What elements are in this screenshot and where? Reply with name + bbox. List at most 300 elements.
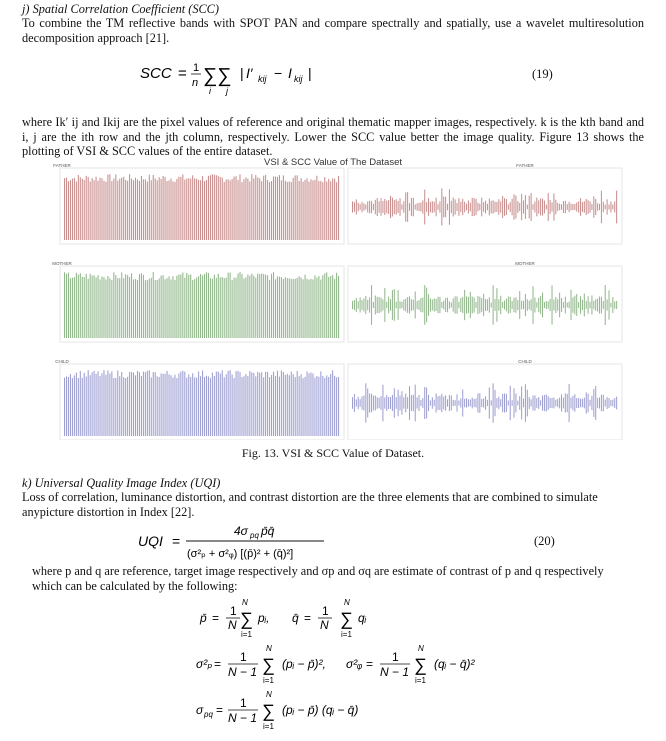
chart-bar (436, 299, 437, 311)
chart-bar (174, 182, 175, 240)
chart-bar (595, 386, 596, 420)
chart-bar (415, 385, 416, 422)
chart-bar (401, 302, 402, 308)
chart-bar (479, 297, 480, 314)
chart-bar (310, 279, 311, 338)
chart-bar (610, 201, 611, 212)
chart-bar (196, 378, 197, 436)
chart-bar (306, 178, 307, 240)
chart-bar (553, 398, 554, 409)
chart-bar (117, 181, 118, 240)
chart-panel-6 (348, 359, 622, 440)
chart-bar (109, 373, 110, 436)
chart-bar (580, 198, 581, 216)
chart-bar (305, 275, 306, 338)
chart-bar (563, 201, 564, 213)
chart-bar (172, 181, 173, 240)
chart-bar (434, 202, 435, 213)
chart-bar (531, 399, 532, 406)
chart-bar (255, 376, 256, 436)
chart-bar (582, 399, 583, 407)
chart-bar (572, 396, 573, 410)
chart-bar (379, 201, 380, 212)
chart-bar (527, 299, 528, 311)
chart-bar (599, 296, 600, 313)
chart-bar (170, 375, 171, 436)
chart-bar (525, 294, 526, 316)
chart-bar (255, 278, 256, 338)
chart-bar (306, 279, 307, 338)
chart-bar (324, 378, 325, 436)
chart-bar (460, 398, 461, 407)
chart-bar (263, 377, 264, 436)
chart-bar (206, 180, 207, 240)
chart-bar (498, 397, 499, 410)
chart-bar (538, 397, 539, 409)
svg-text:(pᵢ − p̄) (qᵢ − q̄): (pᵢ − p̄) (qᵢ − q̄) (282, 703, 359, 717)
chart-bar (155, 280, 156, 338)
chart-bar (443, 301, 444, 310)
chart-bar (470, 292, 471, 318)
chart-bar (247, 179, 248, 240)
chart-bar (555, 200, 556, 215)
chart-bar (285, 277, 286, 338)
chart-bar (409, 203, 410, 211)
chart-bar (481, 198, 482, 217)
chart-bar (512, 301, 513, 309)
svg-text:−: − (274, 65, 283, 81)
chart-bar (445, 298, 446, 312)
chart-bar (375, 296, 376, 315)
chart-bar (496, 288, 497, 322)
chart-bar (434, 400, 435, 406)
chart-bar (523, 399, 524, 408)
chart-bar (582, 300, 583, 310)
chart-bar (117, 371, 118, 436)
chart-bar (299, 181, 300, 240)
chart-bar (519, 291, 520, 319)
chart-bar (234, 177, 235, 240)
chart-bar (599, 397, 600, 408)
chart-bar (305, 180, 306, 240)
chart-bar (303, 182, 304, 240)
chart-bar (141, 273, 142, 338)
chart-bar (90, 274, 91, 338)
chart-bar (546, 395, 547, 412)
chart-bar (99, 178, 100, 240)
chart-bar (400, 301, 401, 309)
chart-bar (96, 177, 97, 240)
chart-bar (572, 297, 573, 312)
chart-bar (515, 394, 516, 413)
chart-bar (609, 290, 610, 319)
chart-bar (555, 297, 556, 313)
chart-bar (224, 377, 225, 436)
chart-bar (576, 294, 577, 316)
chart-bar (470, 203, 471, 212)
chart-bar (155, 372, 156, 436)
chart-bar (316, 278, 317, 338)
chart-bar (369, 297, 370, 312)
chart-bar (273, 272, 274, 338)
chart-bar (145, 280, 146, 338)
chart-bar (409, 386, 410, 420)
chart-bar (365, 204, 366, 209)
chart-bar (269, 182, 270, 240)
chart-bar (491, 201, 492, 213)
chart-bar (460, 298, 461, 312)
chart-bar (379, 297, 380, 313)
chart-bar (567, 303, 568, 308)
chart-bar (143, 179, 144, 240)
chart-panel-4 (348, 261, 622, 342)
chart-bar (400, 395, 401, 410)
chart-bar (194, 179, 195, 240)
chart-bar (419, 203, 420, 211)
svg-text:qᵢ: qᵢ (358, 611, 367, 625)
chart-bar (129, 277, 130, 338)
chart-bar (555, 400, 556, 406)
chart-bar (236, 176, 237, 240)
chart-panel-label: FATHER (516, 163, 534, 168)
chart-bar (159, 278, 160, 338)
chart-bar (426, 202, 427, 212)
chart-bar (550, 299, 551, 311)
chart-bar (92, 276, 93, 338)
chart-bar (413, 198, 414, 217)
chart-bar (487, 299, 488, 310)
chart-bar (86, 377, 87, 436)
chart-bar (500, 296, 501, 315)
chart-bar (165, 279, 166, 338)
chart-bar (305, 377, 306, 436)
chart-bar (76, 373, 77, 436)
chart-bar (519, 396, 520, 410)
chart-bar (137, 180, 138, 241)
chart-bar (468, 399, 469, 406)
chart-bar (415, 204, 416, 209)
chart-bar (536, 398, 537, 408)
chart-bar (96, 277, 97, 338)
chart-bar (510, 202, 511, 212)
chart-bar (200, 274, 201, 338)
chart-bar (377, 297, 378, 313)
chart-bar (135, 375, 136, 436)
chart-bar (388, 297, 389, 313)
chart-bar (312, 279, 313, 338)
chart-bar (98, 181, 99, 240)
chart-bar (330, 181, 331, 240)
chart-bar (386, 201, 387, 214)
chart-bar (405, 394, 406, 413)
chart-bar (358, 203, 359, 212)
chart-bar (141, 176, 142, 240)
chart-bar (432, 397, 433, 409)
chart-bar (153, 175, 154, 240)
chart-bar (285, 181, 286, 240)
chart-panel-label: MOTHER (515, 261, 535, 266)
chart-bar (396, 302, 397, 309)
chart-bar (267, 180, 268, 240)
chart-bar (115, 174, 116, 240)
chart-bar (559, 398, 560, 409)
chart-bar (612, 297, 613, 313)
chart-bar (483, 294, 484, 316)
chart-bar (76, 273, 77, 338)
chart-bar (251, 372, 252, 436)
chart-bar (105, 279, 106, 338)
chart-bar (113, 272, 114, 338)
chart-bar (230, 272, 231, 338)
chart-bar (571, 204, 572, 211)
chart-bar (101, 373, 102, 436)
svg-text:I′: I′ (246, 65, 253, 81)
chart-bar (451, 201, 452, 213)
chart-bar (241, 182, 242, 240)
chart-bar (273, 176, 274, 240)
chart-bar (614, 398, 615, 408)
chart-bar (326, 182, 327, 241)
chart-bar (303, 279, 304, 338)
chart-bar (591, 204, 592, 210)
chart-bar (464, 202, 465, 213)
chart-bar (489, 199, 490, 216)
chart-bar (281, 180, 282, 240)
chart-bar (188, 374, 189, 436)
chart-bar (66, 178, 67, 240)
chart-bar (328, 377, 329, 436)
chart-bar (261, 181, 262, 240)
chart-bar (151, 180, 152, 240)
chart-bar (419, 395, 420, 411)
chart-bar (265, 275, 266, 338)
scc-equation-svg (140, 58, 340, 98)
chart-bar (224, 182, 225, 240)
chart-bar (184, 278, 185, 338)
chart-bar (330, 276, 331, 338)
chart-bar (99, 279, 100, 338)
section-j-intro: To combine the TM reflective bands with SPOT PAN and compare spectrally and spatially, use a wavelet multiresolution decomposition approach [21]. (22, 16, 644, 45)
chart-bar (224, 278, 225, 338)
chart-bar (107, 370, 108, 436)
chart-bar (139, 274, 140, 338)
chart-bar (536, 302, 537, 307)
chart-bar (609, 204, 610, 209)
chart-bar (168, 374, 169, 436)
chart-bar (336, 377, 337, 436)
chart-bar (371, 201, 372, 213)
chart-bar (70, 278, 71, 338)
chart-bar (464, 290, 465, 320)
chart-bar (396, 397, 397, 409)
chart-bar (500, 399, 501, 406)
chart-bar (388, 397, 389, 409)
chart-bar (457, 203, 458, 211)
chart-bar (297, 278, 298, 338)
svg-text:N − 1: N − 1 (228, 711, 258, 725)
chart-bar (125, 180, 126, 240)
chart-bar (420, 400, 421, 406)
chart-bar (552, 203, 553, 212)
chart-bar (569, 384, 570, 422)
chart-bar (401, 204, 402, 209)
chart-bar (496, 202, 497, 212)
chart-bar (253, 178, 254, 240)
chart-bar (314, 275, 315, 338)
chart-bar (614, 202, 615, 213)
chart-bar (417, 397, 418, 408)
chart-bar (312, 373, 313, 436)
chart-bar (458, 198, 459, 216)
chart-bar (449, 189, 450, 225)
uqi-equation-svg (138, 520, 338, 566)
svg-text:=: = (216, 703, 224, 717)
chart-bar (192, 373, 193, 436)
chart-bar (218, 372, 219, 436)
chart-bar (614, 301, 615, 308)
chart-bar (474, 399, 475, 407)
chart-bar (216, 278, 217, 338)
chart-bar (565, 297, 566, 314)
chart-bar (381, 396, 382, 410)
chart-bar (493, 285, 494, 325)
chart-bar (396, 199, 397, 215)
chart-bar (178, 373, 179, 436)
chart-bar (123, 377, 124, 436)
chart-bar (255, 175, 256, 240)
chart-bar (561, 298, 562, 312)
chart-bar (92, 178, 93, 240)
chart-bar (336, 273, 337, 338)
chart-bar (210, 175, 211, 240)
chart-bar (525, 195, 526, 219)
chart-bar (133, 279, 134, 338)
chart-bar (198, 276, 199, 338)
chart-bar (576, 202, 577, 211)
chart-bar (308, 280, 309, 338)
chart-bar (257, 177, 258, 240)
chart-bar (176, 276, 177, 338)
chart-bar (593, 301, 594, 309)
chart-bar (125, 378, 126, 436)
chart-bar (417, 203, 418, 210)
chart-bar (601, 297, 602, 313)
svg-text:∑: ∑ (240, 609, 253, 629)
chart-bar (70, 180, 71, 240)
chart-bar (508, 204, 509, 209)
svg-text:i=1: i=1 (341, 630, 352, 639)
chart-bar (552, 398, 553, 408)
chart-bar (261, 372, 262, 436)
chart-bar (420, 202, 421, 211)
chart-bar (540, 296, 541, 314)
chart-bar (289, 375, 290, 436)
chart-bar (595, 199, 596, 215)
chart-bar (422, 200, 423, 213)
chart-bar (76, 182, 77, 240)
chart-bar (308, 182, 309, 240)
chart-bar (531, 193, 532, 221)
chart-bar (184, 180, 185, 240)
chart-bar (576, 398, 577, 408)
svg-text:∑: ∑ (262, 655, 275, 675)
chart-bar (192, 175, 193, 240)
chart-bar (316, 176, 317, 240)
chart-bar (358, 301, 359, 308)
chart-bar (253, 373, 254, 436)
chart-bar (113, 179, 114, 240)
chart-bar (80, 273, 81, 338)
chart-bar (107, 276, 108, 338)
chart-bar (129, 174, 130, 240)
chart-bar (436, 198, 437, 217)
chart-bar (477, 296, 478, 314)
chart-bar (135, 178, 136, 240)
chart-bar (474, 198, 475, 216)
chart-bar (544, 302, 545, 308)
chart-bar (186, 179, 187, 240)
chart-bar (303, 378, 304, 436)
svg-text:(pᵢ − p̄)²,: (pᵢ − p̄)², (282, 657, 326, 671)
svg-text:=: = (214, 657, 222, 671)
chart-bar (74, 277, 75, 338)
chart-bar (283, 372, 284, 436)
chart-bar (334, 179, 335, 240)
chart-bar (68, 273, 69, 338)
chart-bar (90, 375, 91, 436)
chart-bar (228, 273, 229, 338)
chart-bar (332, 370, 333, 436)
chart-bar (367, 389, 368, 418)
chart-bar (222, 178, 223, 240)
chart-bar (483, 202, 484, 211)
chart-bar (362, 202, 363, 212)
chart-bar (500, 201, 501, 212)
chart-bar (78, 275, 79, 338)
chart-bar (338, 276, 339, 338)
chart-bar (413, 395, 414, 411)
chart-bar (64, 272, 65, 338)
chart-bar (411, 299, 412, 311)
chart-bar (163, 374, 164, 436)
chart-bar (198, 180, 199, 240)
chart-bar (504, 393, 505, 412)
chart-bar (86, 274, 87, 338)
svg-text:UQI: UQI (138, 533, 163, 549)
chart-bar (297, 175, 298, 240)
chart-bar (241, 274, 242, 338)
chart-bar (263, 176, 264, 240)
chart-bar (365, 296, 366, 314)
chart-bar (491, 400, 492, 405)
chart-bar (239, 372, 240, 436)
chart-panel-1 (53, 163, 344, 244)
chart-bar (259, 274, 260, 338)
chart-bar (271, 274, 272, 338)
chart-bar (82, 179, 83, 240)
chart-bar (449, 301, 450, 308)
chart-panel-3 (52, 261, 344, 342)
chart-bar (546, 301, 547, 309)
section-k-heading: k) Universal Quality Image Index (UQI) (22, 476, 221, 490)
chart-bar (291, 279, 292, 338)
chart-bar (428, 198, 429, 216)
chart-bar (232, 280, 233, 338)
chart-bar (237, 180, 238, 240)
svg-text:n: n (192, 77, 199, 89)
chart-bar (208, 377, 209, 436)
chart-bar (401, 391, 402, 415)
